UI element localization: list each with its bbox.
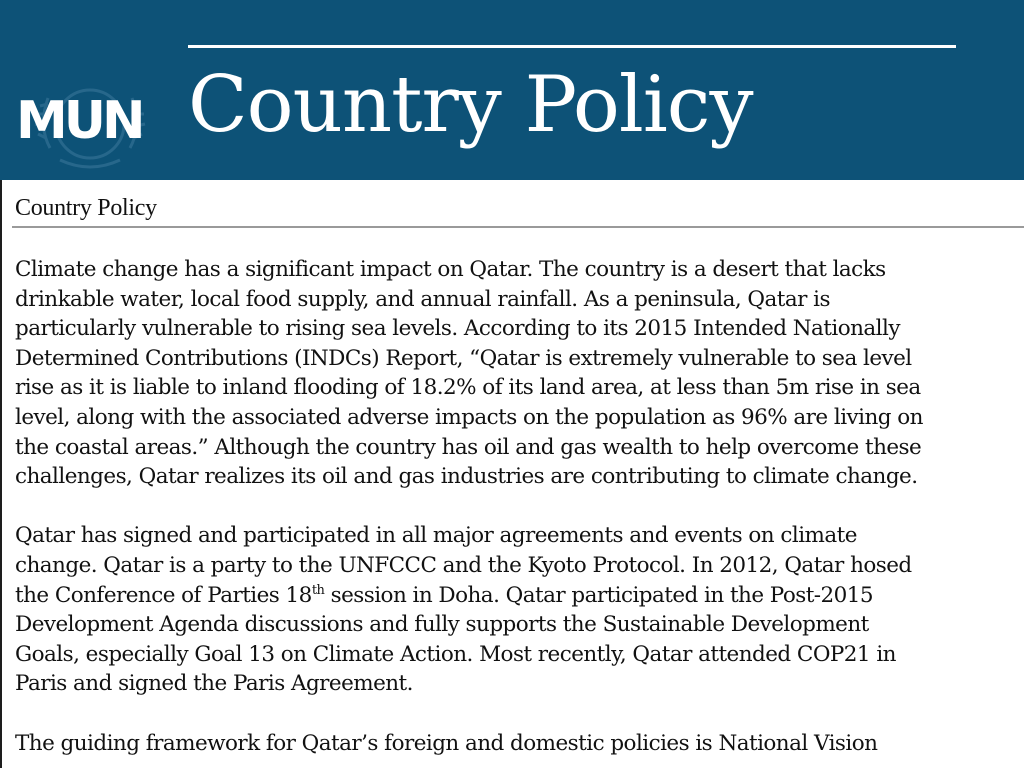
logo-text: MUN xyxy=(16,91,142,151)
slide-title: Country Policy xyxy=(188,60,753,150)
paragraph-climate-impact xyxy=(15,255,1015,492)
text-line: particularly vulnerable to rising sea levels. According to its 2015 Intended Nationally xyxy=(15,316,900,342)
document-heading-rule xyxy=(12,226,1024,228)
slide-header xyxy=(0,0,1024,180)
text-line: Development Agenda discussions and fully supports the Sustainable Development xyxy=(15,612,869,638)
mun-logo-graphic xyxy=(10,78,170,178)
text-fragment: the Conference of Parties 18 xyxy=(15,582,312,608)
mun-logo xyxy=(10,78,170,178)
text-line: rise as it is liable to inland flooding of 18.2% of its land area, at less than 5m rise in sea xyxy=(15,375,921,401)
text-line: Goals, especially Goal 13 on Climate Action. Most recently, Qatar attended COP21 in xyxy=(15,641,896,667)
paragraph-national-vision xyxy=(15,729,1015,759)
superscript: th xyxy=(311,582,325,598)
document-left-border xyxy=(0,180,2,768)
text-line: Paris and signed the Paris Agreement. xyxy=(15,671,413,697)
text-line: drinkable water, local food supply, and annual rainfall. As a peninsula, Qatar is xyxy=(15,286,830,312)
text-line: the coastal areas.” Although the country has oil and gas wealth to help overcome these xyxy=(15,434,922,460)
text-line: level, along with the associated adverse impacts on the population as 96% are living on xyxy=(15,404,923,430)
document-body xyxy=(15,255,1015,768)
text-line: change. Qatar is a party to the UNFCCC and the Kyoto Protocol. In 2012, Qatar hosed xyxy=(15,552,912,578)
text-line: Climate change has a significant impact on Qatar. The country is a desert that lacks xyxy=(15,257,886,282)
text-fragment: session in Doha. Qatar participated in the Post-2015 xyxy=(324,582,874,608)
text-line: Determined Contributions (INDCs) Report, “Qatar is extremely vulnerable to sea level xyxy=(15,345,912,371)
header-rule xyxy=(188,45,956,48)
text-line: The guiding framework for Qatar’s foreign and domestic policies is National Vision xyxy=(15,730,878,756)
text-line xyxy=(15,581,1015,611)
document-excerpt xyxy=(0,180,1024,768)
document-heading: Country Policy xyxy=(15,195,157,221)
text-line: Qatar has signed and participated in all major agreements and events on climate xyxy=(15,523,857,549)
paragraph-agreements xyxy=(15,521,1015,699)
text-line: challenges, Qatar realizes its oil and gas industries are contributing to climate change. xyxy=(15,464,918,490)
